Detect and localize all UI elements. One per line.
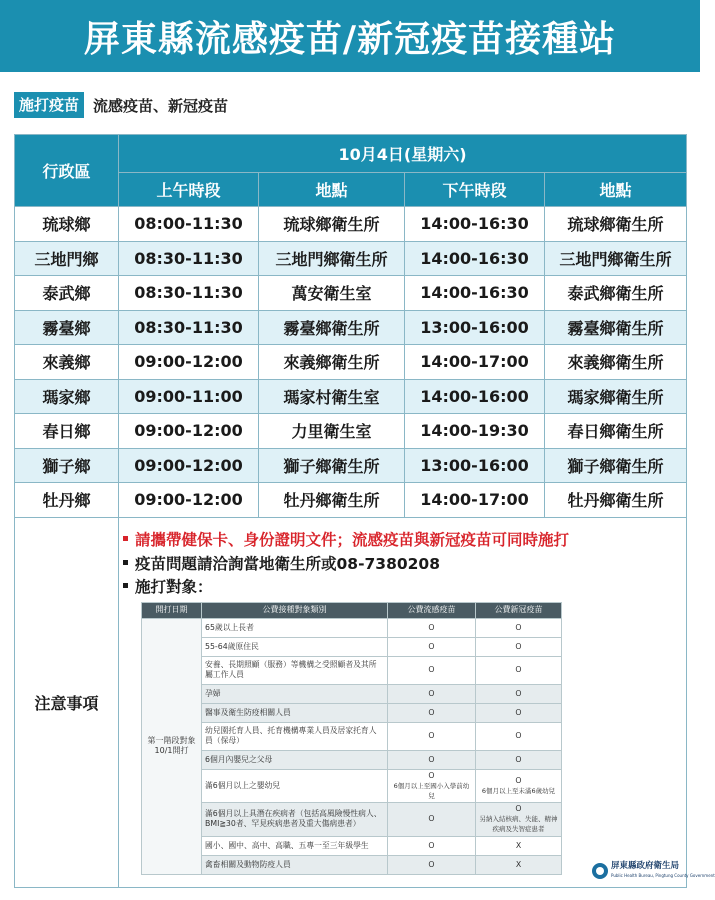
note-item: 請攜帶健保卡、身份證明文件；流感疫苗與新冠疫苗可同時施打	[123, 530, 569, 550]
morning-location-cell: 萬安衛生室	[259, 276, 405, 311]
morning-location-cell: 牡丹鄉衛生所	[259, 483, 405, 518]
title-banner	[0, 0, 700, 72]
table-row	[15, 345, 687, 380]
region-cell: 春日鄉	[15, 414, 119, 449]
covid-cell: O	[476, 618, 562, 637]
afternoon-time-cell: 14:00-16:30	[405, 207, 545, 242]
notes-row	[15, 517, 687, 887]
morning-time-cell: 08:30-11:30	[119, 241, 259, 276]
seal-icon	[592, 863, 608, 879]
category-cell: 禽畜相關及動物防疫人員	[202, 855, 388, 874]
afternoon-location-cell: 三地門鄉衛生所	[545, 241, 687, 276]
morning-time-cell: 09:00-12:00	[119, 483, 259, 518]
morning-time-cell: 09:00-12:00	[119, 345, 259, 380]
afternoon-time-cell: 14:00-16:30	[405, 276, 545, 311]
category-cell: 6個月內嬰兒之父母	[202, 750, 388, 769]
afternoon-time-cell: 14:00-17:00	[405, 345, 545, 380]
logo-name: 屏東縣政府衛生局	[611, 861, 680, 871]
eligibility-header: 公費接種對象類別	[202, 602, 388, 618]
afternoon-location-cell: 春日鄉衛生所	[545, 414, 687, 449]
category-cell: 滿6個月以上具潛在疾病者（包括高風險慢性病人、BMI≧30者、罕見疾病患者及重大傷病患者）	[202, 802, 388, 836]
flu-cell: O 6個月以上至國小入學前幼兒	[388, 769, 476, 802]
category-cell: 孕婦	[202, 684, 388, 703]
afternoon-time-cell: 14:00-17:00	[405, 483, 545, 518]
morning-time-cell: 08:30-11:30	[119, 276, 259, 311]
afternoon-location-cell: 泰武鄉衛生所	[545, 276, 687, 311]
covid-cell: O	[476, 656, 562, 684]
afternoon-location-cell: 來義鄉衛生所	[545, 345, 687, 380]
category-cell: 幼兒園托育人員、托育機構專業人員及居家托育人員（保母）	[202, 722, 388, 750]
schedule-table	[14, 134, 687, 888]
region-cell: 牡丹鄉	[15, 483, 119, 518]
flu-cell: O	[388, 656, 476, 684]
afternoon-location-header: 地點	[545, 173, 687, 207]
morning-time-cell: 08:30-11:30	[119, 310, 259, 345]
morning-location-cell: 霧臺鄉衛生所	[259, 310, 405, 345]
region-cell: 琉球鄉	[15, 207, 119, 242]
table-row	[15, 414, 687, 449]
morning-location-cell: 三地門鄉衛生所	[259, 241, 405, 276]
table-row	[15, 483, 687, 518]
health-bureau-logo	[592, 862, 715, 880]
morning-location-cell: 瑪家村衛生室	[259, 379, 405, 414]
flu-cell: O	[388, 750, 476, 769]
morning-header: 上午時段	[119, 173, 259, 207]
morning-time-cell: 09:00-12:00	[119, 414, 259, 449]
covid-cell: O	[476, 750, 562, 769]
notes-label: 注意事項	[15, 517, 119, 887]
eligibility-header: 公費新冠疫苗	[476, 602, 562, 618]
category-cell: 55-64歲原住民	[202, 637, 388, 656]
flu-cell: O	[388, 703, 476, 722]
afternoon-header: 下午時段	[405, 173, 545, 207]
logo-english-name: Public Health Bureau, Pingtung County Government	[611, 873, 715, 878]
flu-cell: O	[388, 802, 476, 836]
phase-cell: 第一階段對象 10/1開打	[142, 618, 202, 874]
table-row	[15, 448, 687, 483]
note-item: 施打對象：	[123, 577, 213, 597]
flu-cell: O	[388, 836, 476, 855]
afternoon-time-cell: 13:00-16:00	[405, 310, 545, 345]
category-cell: 滿6個月以上之嬰幼兒	[202, 769, 388, 802]
afternoon-time-cell: 14:00-16:30	[405, 241, 545, 276]
notes-content	[119, 517, 687, 887]
region-cell: 來義鄉	[15, 345, 119, 380]
morning-location-cell: 力里衛生室	[259, 414, 405, 449]
region-cell: 泰武鄉	[15, 276, 119, 311]
vaccine-text: 流感疫苗、新冠疫苗	[93, 96, 229, 115]
covid-cell: O 6個月以上至未滿6歲幼兒	[476, 769, 562, 802]
table-row	[15, 207, 687, 242]
date-header: 10月4日(星期六)	[119, 135, 687, 173]
flu-cell: O	[388, 618, 476, 637]
eligibility-header: 開打日期	[142, 602, 202, 618]
afternoon-location-cell: 瑪家鄉衛生所	[545, 379, 687, 414]
covid-cell: O	[476, 637, 562, 656]
morning-location-cell: 來義鄉衛生所	[259, 345, 405, 380]
region-cell: 霧臺鄉	[15, 310, 119, 345]
eligibility-header: 公費流感疫苗	[388, 602, 476, 618]
table-row	[15, 276, 687, 311]
category-cell: 65歲以上長者	[202, 618, 388, 637]
covid-cell: X	[476, 836, 562, 855]
morning-location-cell: 獅子鄉衛生所	[259, 448, 405, 483]
afternoon-time-cell: 13:00-16:00	[405, 448, 545, 483]
morning-time-cell: 08:00-11:30	[119, 207, 259, 242]
category-cell: 醫事及衛生防疫相關人員	[202, 703, 388, 722]
region-cell: 瑪家鄉	[15, 379, 119, 414]
flu-cell: O	[388, 684, 476, 703]
covid-cell: X	[476, 855, 562, 874]
table-row	[15, 310, 687, 345]
afternoon-location-cell: 牡丹鄉衛生所	[545, 483, 687, 518]
vaccine-row	[14, 92, 228, 118]
afternoon-location-cell: 霧臺鄉衛生所	[545, 310, 687, 345]
flu-cell: O	[388, 855, 476, 874]
afternoon-location-cell: 獅子鄉衛生所	[545, 448, 687, 483]
morning-location-header: 地點	[259, 173, 405, 207]
morning-time-cell: 09:00-12:00	[119, 448, 259, 483]
table-row	[15, 379, 687, 414]
afternoon-location-cell: 琉球鄉衛生所	[545, 207, 687, 242]
flu-cell: O	[388, 637, 476, 656]
afternoon-time-cell: 14:00-16:00	[405, 379, 545, 414]
category-cell: 安養、長期照顧（服務）等機構之受照顧者及其所屬工作人員	[202, 656, 388, 684]
vaccine-tag: 施打疫苗	[14, 92, 84, 118]
table-row	[15, 241, 687, 276]
region-cell: 獅子鄉	[15, 448, 119, 483]
covid-cell: O 另納入結核病、失能、精神疾病及失智症患者	[476, 802, 562, 836]
covid-cell: O	[476, 722, 562, 750]
afternoon-time-cell: 14:00-19:30	[405, 414, 545, 449]
region-header: 行政區	[15, 135, 119, 207]
morning-time-cell: 09:00-11:00	[119, 379, 259, 414]
flu-cell: O	[388, 722, 476, 750]
note-item: 疫苗問題請洽詢當地衛生所或08-7380208	[123, 554, 440, 574]
morning-location-cell: 琉球鄉衛生所	[259, 207, 405, 242]
covid-cell: O	[476, 703, 562, 722]
page-title: 屏東縣流感疫苗/新冠疫苗接種站	[83, 18, 617, 60]
eligibility-table	[141, 602, 562, 875]
covid-cell: O	[476, 684, 562, 703]
region-cell: 三地門鄉	[15, 241, 119, 276]
category-cell: 國小、國中、高中、高職、五專一至三年級學生	[202, 836, 388, 855]
